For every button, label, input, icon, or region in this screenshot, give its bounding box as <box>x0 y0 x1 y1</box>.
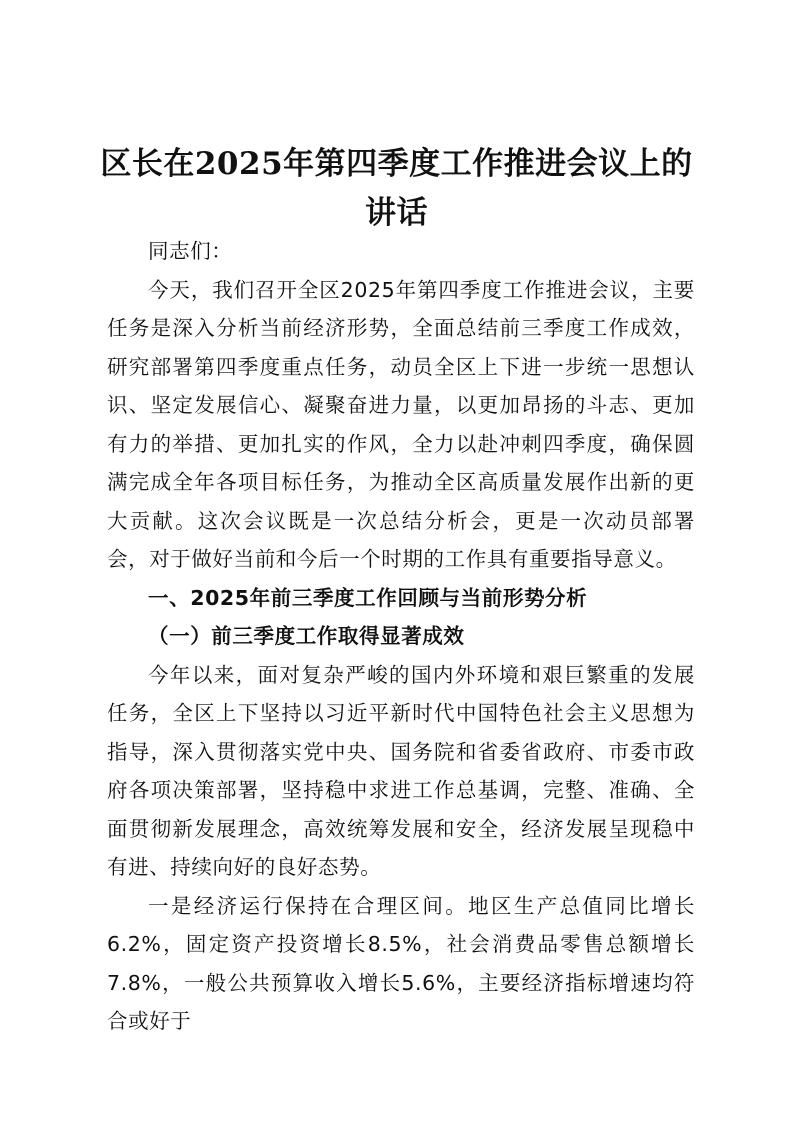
subsection-paragraph-1: 今年以来，面对复杂严峻的国内外环境和艰巨繁重的发展任务，全区上下坚持以习近平新时代中国特色社会主义思想为指导，深入贯彻落实党中央、国务院和省委省政府、市委市政府各项决策部署，坚持稳中求进工作总基调，完整、准确、全面贯彻新发展理念，高效统筹发展和安全，经济发展呈现稳中有进、持续向好的良好态势。 <box>107 662 695 879</box>
section-heading-1: 一、2025年前三季度工作回顾与当前形势分析 <box>148 585 588 610</box>
subsection-heading-1: （一）前三季度工作取得显著成效 <box>148 624 465 648</box>
salutation: 同志们： <box>148 239 233 263</box>
document-body <box>107 232 695 1041</box>
subsection-paragraph-2: 一是经济运行保持在合理区间。地区生产总值同比增长6.2%，固定资产投资增长8.5%，社会消费品零售总额增长7.8%，一般公共预算收入增长5.6%，主要经济指标增速均符合或好于 <box>107 893 695 1033</box>
document-title: 区长在2025年第四季度工作推进会议上的讲话 <box>100 146 693 231</box>
intro-paragraph: 今天，我们召开全区2025年第四季度工作推进会议，主要任务是深入分析当前经济形势，全面总结前三季度工作成效，研究部署第四季度重点任务，动员全区上下进一步统一思想认识、坚定发展信心、凝聚奋进力量，以更加昂扬的斗志、更加有力的举措、更加扎实的作风，全力以赴冲刺四季度，确保圆满完成全年各项目标任务，为推动全区高质量发展作出新的更大贡献。这次会议既是一次总结分析会，更是一次动员部署会，对于做好当前和今后一个时期的工作具有重要指导意义。 <box>107 277 695 571</box>
